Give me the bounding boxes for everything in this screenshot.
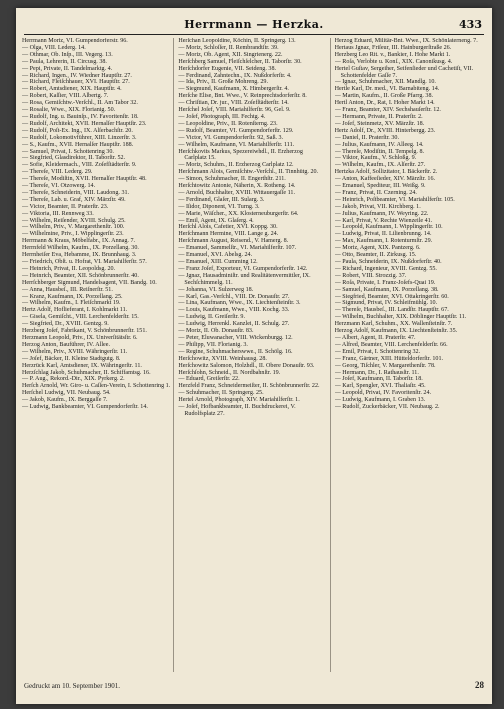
directory-entry: Herzberg Joſef, Fabrikant, V. Schönbrunnerſtr. 151. [22, 328, 147, 335]
page-number: 433 [459, 18, 482, 31]
directory-entry: — Otto, Beamter, II. Zirkusg. 15. [334, 252, 417, 259]
directory-entry: — Regine, Schuhmacherswwe., II. Schölg. 16. [178, 348, 293, 355]
directory-entry: — Philipp, VII. Florianig. 3. [178, 341, 248, 348]
directory-entry: Herſch Arnold, Wr. Giro- u. Caſſen-Verein, I. Schottenring 1. [22, 383, 171, 390]
directory-entry: — Samuel, Privat, I. Schottenring 30. [22, 148, 114, 155]
directory-entry: — Roſa, Verlobte u. Konſ., XIX. Canonikusg. 4. [334, 58, 453, 65]
directory-entry: Hertel Guſtav, Sergeiher, Seifenſieder und Cachetiſt, VII. Schottenfelder Gaſſe 7. [334, 65, 474, 79]
directory-entry: — Kranz, Kaufmann, IX. Porzellang. 25. [22, 293, 123, 300]
directory-entry: Herſchmann Alois, Gemiſchtw.-Verſchl., II. Tinnhütg. 20. [178, 169, 319, 176]
directory-entry: Herſchtowitz Antonie, Näherin, X. Rotheng. 14. [178, 183, 296, 190]
directory-entry: — Emil, Agent, IX. Glaſerg. 4. [178, 217, 254, 224]
running-title: Herrmann — Herzka. [184, 18, 324, 31]
directory-entry: — Joſef, Steinmetz, XV. Märzſtr. 18. [334, 120, 425, 127]
directory-entry: — S., Kaufm., XVII. Hernalſer Hauptſtr. 188. [22, 141, 134, 148]
directory-entry: Herrnfeld Wilhelm, Kaufm., IX. Porzellang. 30. [22, 245, 139, 252]
directory-entry: — Paula, Schneiderin, IX. Nußdorferſtr. 40. [334, 259, 442, 265]
sheet-signature: 28 [475, 680, 484, 690]
directory-entry: — Martin, Kaufm., II. Große Pfarrg. 38. [334, 93, 434, 100]
directory-entry: — Franz Joſef, Exporteur, VI. Gumpendorferſtr. 142. [178, 265, 308, 272]
directory-entry: — Viktor, Kaufm., V. Schloßg. 9. [334, 155, 417, 162]
directory-entry: — Heinrich, Beamter, XII. Schönbrunnerſtr. 40. [22, 272, 139, 279]
directory-entry: — Ludwig, II. Greiſerſtr. 9. [178, 314, 246, 321]
column-middle [178, 38, 330, 672]
directory-entry: — Thereſe, Schneiderin, VIII. Laudong. 31. [22, 189, 130, 196]
directory-entry: — Marie, Wäſcher., XX. Klosterneuburgerſtr. 64. [178, 210, 299, 217]
directory-entry: Herrmann & Kraus, Möbelfabr., IX. Annag. 7. [22, 238, 136, 245]
directory-entry: — Anna, Hausbeſ., III. Reiſnerſtr. 51. [22, 286, 113, 293]
directory-entry: — Ida, Priv., II. Große Mohreng. 29. [178, 79, 268, 86]
directory-entry: — Richard, Ingenieur, XVIII. Gentzg. 55. [334, 265, 437, 272]
page-footer [24, 680, 484, 694]
directory-entry: — Rosalie, Wwe., XIX. Florianig. 50. [22, 107, 116, 114]
directory-entry: — Ludwig, Kaufmann, I. Graben 13. [334, 397, 426, 404]
directory-entry: — Arnold, Buchhalter, XVIII. Wittauergaſſe 11. [178, 189, 296, 196]
directory-page [16, 8, 492, 704]
directory-entry: — Emanuel, XIII. Cumming 12. [178, 259, 258, 265]
directory-entry: — Rudolf, Ing. u. Bauinſp., IV. Favoritenſtr. 18. [22, 113, 139, 120]
directory-entry: Hertle Karl, Dr. med., VI. Barnabiteng. 14. [334, 86, 440, 93]
directory-entry: Herzog Adolf, Kaufmann, IX. Liechtenſteinſtr. 35. [334, 328, 458, 335]
directory-entry: — Wilhelmine, Priv., I. Wipplingerſtr. 23. [22, 231, 124, 238]
directory-entry: Hertzka Adolf, Sollizitator, I. Bäckerſtr. 2. [334, 169, 438, 176]
directory-entry: — Emil, Privat, I. Schottenring 32. [334, 348, 421, 355]
directory-entry: — Siegfried, Dr., XVIII. Gentzg. 9. [22, 321, 109, 328]
directory-entry: — Ferdinand, Glaſer, III. Sularg. 3. [178, 196, 265, 203]
directory-entry: — Julius, Kaufmann, IV. Weyring. 22. [334, 210, 429, 217]
directory-entry: — Roſa, Private, I. Franz-Joſefs-Quai 19. [334, 279, 436, 286]
directory-entry: — Joſef, Kaufmann, II. Taborſtr. 18. [334, 376, 423, 383]
directory-entry: Herſchmann August, Reisend., V. Hamerg. 8. [178, 238, 289, 245]
directory-entry: — Siegfried, Beamter, XVI. Ottakringerſtr. 60. [334, 293, 449, 300]
directory-entry: — Friedrich, Obſt. u. Hofrat, VI. Mariahilferſtr. 57. [22, 259, 147, 265]
directory-entry: — Karl, Spengler, XVI. Thaliaſtr. 45. [334, 383, 426, 390]
running-header [24, 18, 484, 35]
directory-entry: — Victor, VI. Gumpendorferſtr. 92, Saß. 3. [178, 134, 284, 141]
directory-entry: Herzfeld Franz, Schneidermeiſter, II. Schönbrunnerſtr. 22. [178, 383, 320, 390]
directory-entry: — P. Aug., Rekord.-Dir., XIX. Pyrkerg. 2. [22, 376, 125, 383]
directory-entry: — Thereſe, Hausbeſ., III. Landſtr. Hauptſtr. 67. [334, 307, 449, 314]
directory-entry: — Rudolf, Beamter, VI. Gumpendorferſtr. 129. [178, 127, 294, 134]
directory-entry: Herſchel Ludwig, VII. Neubaug. 54. [22, 390, 111, 397]
directory-entry: — Robert, Kaſſier, VIII. Albertg. 7. [22, 93, 109, 100]
directory-entry: — Jgnaz, Hausadminiſtr. und Realitätenvermittler, IX. Sechſchimmelg. 11. [178, 272, 311, 286]
directory-entry: — Julius, Kaufmann, IV. Alleeg. 14. [334, 141, 424, 148]
directory-entry: — Ignaz, Schuhmacher, XII. Mandlg. 10. [334, 79, 436, 86]
directory-entry: — Thereſe, Modiſtin, II. Tempelg. 8. [334, 148, 425, 155]
directory-entry: — Jakob, Kaufm., IX. Berggaſſe 7. [22, 397, 108, 404]
directory-entry: — Daniel, II. Praterſtr. 30. [334, 134, 399, 141]
directory-entry: Herſchſohn, Schneid., II. Nordbahnſtr. 19. [178, 369, 281, 376]
directory-entry: — Karl, Gas.-Verſchl., VIII. Dr. Donauſtr. 27. [178, 293, 290, 300]
directory-entry: — Thereſe, VI. Otzowerg. 14. [22, 183, 96, 190]
directory-entry: — Lina, Kaufmann, Wwe., IX. Liechtenſteinſtr. 3. [178, 300, 301, 307]
directory-entry: — Joſef, Photograph, III. Fechtg. 4. [178, 113, 266, 120]
directory-entry: Herzberg Leo Rit. v., Bankier, I. Hohe Markt 1. [334, 51, 451, 58]
directory-entry: — Wilhelm, Kaufmann, VI. Mariahilferſtr. 111. [178, 141, 295, 148]
directory-entry: Herſchkovits Markus, Spezereiwhdl., II. Erzherzog Carlplatz 15. [178, 148, 303, 162]
directory-entry: — Heinrich, Privat, II. Leopoldsg. 20. [22, 265, 116, 272]
directory-entry: — Wilhelm, Reiſender, XVIII. Schulg. 25. [22, 217, 126, 224]
directory-entry: — Chriſtian, Dr. jur., VIII. Zoſefſtädterſtr. 14. [178, 100, 289, 107]
directory-entry: Herrnheiſer Eva, Hebamme, IX. Brunnhaug. 3. [22, 252, 137, 259]
directory-entry: Hertz Adolf, Dr., XVIII. Hinterbergg. 23. [334, 127, 436, 134]
directory-entry: — Pepi, Private, II. Tandelmarktg. 4. [22, 65, 113, 72]
directory-entry: — Albert, Agent, II. Praterſtr. 47. [334, 334, 416, 341]
directory-entry: — Anton, Kaffeeſieder, XIV. Märzſtr. 16. [334, 176, 436, 183]
directory-entry: Herſchmann Hermine, VIII. Lange g. 24. [178, 231, 279, 238]
directory-entry: — Moriz, Agent, XIX. Pantzerg. 6. [334, 245, 421, 252]
directory-entry: Herſchowitz Salomon, Holzhdl., II. Obere Donauſtr. 93. [178, 362, 315, 369]
directory-entry: — Franz, Beamter, XIV. Sechshauſerſtr. 12. [334, 107, 441, 114]
directory-entry: — Emanuel, Spediteur, III. Weißg. 9. [334, 183, 426, 190]
directory-entry: Herſchl Alois, Cafetier, XVI. Koppg. 30. [178, 224, 278, 231]
directory-entry: — Franz, Gärtner, XIII. Hütteldorferſtr. 101. [334, 355, 444, 362]
directory-entry: Herzmann Karl, Schuhm., XX. Wallenſteinſtr. 7. [334, 321, 453, 328]
directory-entry: — Moriz, Schloſſer, II. Rembrandtſtr. 39. [178, 44, 279, 51]
directory-entry: — Wilhelm, Buchhalter, XIX. Döblinger Hauptſtr. 11. [334, 314, 467, 321]
directory-entry: — Johanna, VI. Sulzerweg 18. [178, 286, 254, 293]
directory-entry: Hertz Adolf, Hoflieferant, I. Kohlmarkt 11. [22, 307, 128, 314]
directory-entry: — Rudolf, Poſt-Ex. Ing., IX. Alſerbachſtr. 20. [22, 127, 133, 134]
directory-entry: — Joſef, Bäcker, II. Kleine Stadtgutg. 8. [22, 355, 121, 362]
directory-entry: Herſchowitz, XVIII. Weinhausg. 28. [178, 355, 267, 362]
directory-entry: — Jakob, Privat, VII. Kirchberg. 1. [334, 203, 421, 210]
directory-entry: Herrſchberger Sigmund, Handelsagent, VII. Bandg. 10. [22, 279, 157, 286]
directory-entry: Herzog Eduard, Militär-Bnt. Wwe., IX. Schönlaterneng. 7. [334, 38, 478, 44]
directory-entry: — Ludwig, Herrenkl. Kanzlei, II. Schulg. 27. [178, 321, 290, 328]
directory-entry: Herſchberg Samuel, Fleiſchſelcher, II. Taborſtr. 30. [178, 58, 302, 65]
directory-entry: — Wilhelm, Kaufm., I. Fleiſchmarkt 19. [22, 300, 121, 307]
column-left [22, 38, 174, 672]
directory-entry: — Emanuel, Sammelſtr., VI. Mariahilferſtr. 107. [178, 245, 297, 252]
directory-entry: — Moriz, Ob. Agent, XII. Singrienerg. 22. [178, 51, 283, 58]
directory-entry: — Samuel, Kaufmann, IX. Porzellang. 38. [334, 286, 439, 293]
directory-entry: — Paula, Lehrerin, II. Circusg. 38. [22, 58, 107, 65]
directory-entry: — Thereſe, VIII. Lederg. 29. [22, 169, 93, 176]
directory-entry: — Robert, VIII. Strozzig. 37. [334, 272, 407, 279]
directory-entry: — Alfred, Beamter, VIII. Lerchenfelderſtr. 66. [334, 341, 448, 348]
directory-entry: — Louis, Kaufmann, Wwe., VIII. Kochg. 33. [178, 307, 290, 314]
directory-entry: — Ludwig, Privat, II. Lilienbrunng. 14. [334, 231, 432, 238]
directory-entry: Hertl Anton, Dr., Rat, I. Hoher Markt 14. [334, 100, 435, 107]
directory-entry: Herſchan Leopoldine, Köchin, II. Springerg. 13. [178, 38, 296, 44]
directory-entry: — Viktoria, III. Rennweg 33. [22, 210, 94, 217]
directory-entry: — Ludwig, Bankbeamter, VI. Gumpendorferſtr. 14. [22, 404, 148, 411]
directory-entry: — Olga, VIII. Lederg. 14. [22, 44, 86, 51]
directory-entry: Herzſchlag Jakob, Schuhmacher, II. Schiffamtsg. 16. [22, 369, 151, 376]
entry-columns [22, 38, 486, 672]
directory-entry: — Thereſe, Modiſtin, XVII. Hernalſer Hauptſtr. 48. [22, 176, 147, 183]
directory-entry: Hertel Arnold, Photograph, XIV. Mariahilferſtr. 1. [178, 397, 300, 404]
directory-entry: — Joſef, Hofbankbeamter, II. Buchdruckerei, V. Rudolfsplatz 27. [178, 404, 296, 417]
directory-entry: — Othmar, Ob. Inſp., III. Vegerg. 13. [22, 51, 113, 58]
directory-entry: Herzrück Karl, Amtsdiener, IX. Währingerſtr. 11. [22, 362, 142, 369]
directory-entry: — Siegmund, Kaufmann, X. Himbergerſtr. 4. [178, 86, 289, 93]
directory-entry: — Karl, Privat, V. Rechte Wienzeile 41. [334, 217, 433, 224]
directory-entry: — Richard, Fleiſchhauer, XVI. Hauptſtr. 27. [22, 79, 130, 86]
directory-entry: — Max, Kaufmann, I. Rotenturmſtr. 29. [334, 238, 433, 245]
directory-entry: — Emanuel, XVI. Abelsg. 24. [178, 252, 253, 259]
directory-entry: — Rudolf, Lokomotivführer, XIII. Linzerſtr. 3. [22, 134, 137, 141]
directory-entry: Herzog Anton, Bauführer, IV. Allee. [22, 341, 110, 348]
directory-entry: Herſchel Joſef, VIII. Mariahilferſtr. 96, Gel. 9. [178, 107, 291, 114]
directory-entry: Herzmann Leopold, Priv., IX. Univerſitätsſtr. 6. [22, 334, 138, 341]
directory-entry: Herſchdorfer Eugenie, VII. Seideng. 38. [178, 65, 277, 72]
directory-entry: — Leopold, Kaufmann, I. Wipplingerſtr. 10. [334, 224, 443, 231]
directory-entry: — Wilhelm, Priv., XVIII. Währingerſtr. 11. [22, 348, 128, 355]
directory-entry: Herſche Elise, Bnt. Wwe., V. Reinprechtsdorferſtr. 8. [178, 93, 307, 100]
directory-entry: — Simon, Schuhmacher, II. Engerthſtr. 211. [178, 176, 286, 183]
directory-entry: — Wilhelm, Priv., V. Margarethenſtr. 100. [22, 224, 125, 231]
directory-entry: — Rudolf, Architekt, XVII. Hernalſer Hauptſtr. 23. [22, 120, 147, 127]
directory-entry: — Schuhmacher, II. Springerg. 25. [178, 390, 264, 397]
print-date: Gedruckt am 10. September 1901. [24, 682, 121, 690]
directory-entry: — Siegfried, Glasdirektor, II. Taborſtr. 52. [22, 155, 126, 162]
directory-entry: Herrmann Moriz, VI. Gumpendorferstr. 96. [22, 38, 128, 44]
directory-entry: — Leopoldine, Priv., II. Rotenſterng. 23. [178, 120, 278, 127]
column-right [335, 38, 486, 672]
directory-entry: — Rosa, Gemiſchtw.-Verſchl., II. Am Tabor 32. [22, 100, 138, 107]
directory-entry: — Moriz, II. Ob. Donauſtr. 83. [178, 328, 254, 335]
directory-entry: — Victor, Beamter, II. Praterſtr. 23. [22, 203, 109, 210]
directory-entry: Hertaus Jgnaz, Friſeur, III. Hainburgerſtraße 26. [334, 44, 452, 51]
directory-entry: — Thereſe, Lab. u. Graf, XIV. Märzſtr. 49. [22, 196, 126, 203]
directory-entry: — Iſidor, Diponent, VI. Turng. 3. [178, 203, 260, 210]
directory-entry: — Sigmund, Privat, IV. Schleifmühlg. 10. [334, 300, 438, 307]
directory-entry: — Eduard, Greiſerſtr. 22. [178, 376, 240, 383]
directory-entry: — Moriz, Schuhm., II. Erzherzog Carlplatz 12. [178, 162, 294, 169]
directory-entry: — Leopold, Privat, IV. Favoritenſtr. 24. [334, 390, 432, 397]
directory-entry: — Hermann, Dr., I. Rathausſtr. 11. [334, 369, 419, 376]
directory-entry: — Franz, Privat, II. Czerning. 24. [334, 189, 417, 196]
directory-entry: — Georg, Tiſchler, V. Margarethenſtr. 78. [334, 362, 436, 369]
directory-entry: — Wilhelm, Kaufm., IX. Alſerſtr. 27. [334, 162, 426, 169]
directory-entry: — Heinrich, Poſtbeamter, VI. Mariahilferſtr. 105. [334, 196, 455, 203]
directory-entry: — Richard, Ingen., IV. Wiedner Hauptſtr. 27. [22, 72, 132, 79]
directory-entry: — Rudolf, Zuckerbäcker, VII. Neubaug. 2. [334, 404, 440, 411]
directory-entry: — Peter, Eluwanacher, VIII. Wickenburgg. 12. [178, 334, 293, 341]
directory-entry: — Hermann, Private, II. Praterſtr. 2. [334, 113, 423, 120]
directory-entry: — Ferdinand, Zahntechn., IX. Nußdorferſtr. 4. [178, 72, 292, 79]
directory-entry: — Gisela, Gemiſcht., VIII. Lerchenfelderſtr. 15. [22, 314, 139, 321]
directory-entry: — Sofie, Kleidermach., VIII. Zoſefſtädterſtr. 9. [22, 162, 137, 169]
directory-entry: — Robert, Amtsdiener, XIX. Hauptſtr. 4. [22, 86, 122, 93]
